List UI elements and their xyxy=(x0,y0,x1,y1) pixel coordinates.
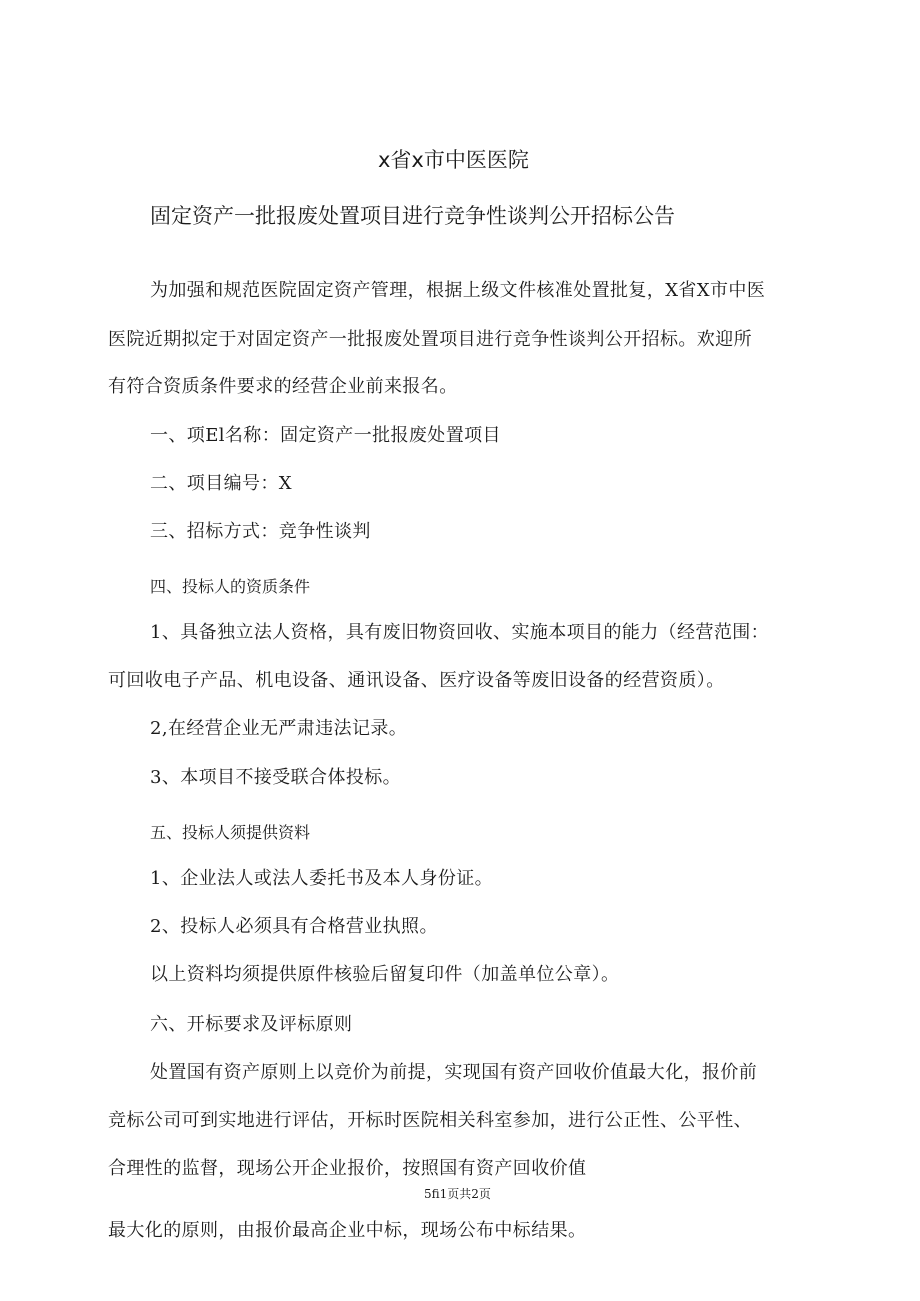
section6-para-line1: 处置国有资产原则上以竞价为前提，实现国有资产回收价值最大化，报价前 xyxy=(150,1062,758,1083)
section6-last-line: 最大化的原则，由报价最高企业中标，现场公布中标结果。 xyxy=(108,1220,587,1241)
intro-line-1: 为加强和规范医院固定资产管理，根据上级文件核准处置批复，X省X市中医 xyxy=(150,280,766,301)
intro-line-2: 医院近期拟定于对固定资产一批报废处置项目进行竞争性谈判公开招标。欢迎所 xyxy=(108,329,752,350)
page-footer: 5fi1页共2页 xyxy=(424,1187,491,1201)
section5-heading: 五、投标人须提供资料 xyxy=(150,823,311,842)
section5-mat1: 1、企业法人或法人委托书及本人身份证。 xyxy=(150,868,494,889)
item-project-name: 一、项El名称：固定资产一批报废处置项目 xyxy=(150,425,501,446)
section4-heading: 四、投标人的资质条件 xyxy=(150,577,311,596)
section6-para-line3: 合理性的监督，现场公开企业报价，按照国有资产回收价值 xyxy=(108,1158,587,1179)
section4-req2: 2,在经营企业无严肃违法记录。 xyxy=(150,718,408,739)
item-bid-method: 三、招标方式：竞争性谈判 xyxy=(150,521,371,542)
section4-req1-line2: 可回收电子产品、机电设备、通讯设备、医疗设备等废旧设备的经营资质）。 xyxy=(108,670,725,691)
title-line-1: x省x市中医医院 xyxy=(378,148,529,172)
item-project-number: 二、项目编号：X xyxy=(150,473,293,494)
section4-req1-line1: 1、具备独立法人资格，具有废旧物资回收、实施本项目的能力（经营范围： xyxy=(150,622,770,643)
section5-note: 以上资料均须提供原件核验后留复印件（加盖单位公章）。 xyxy=(150,964,620,985)
intro-line-3: 有符合资质条件要求的经营企业前来报名。 xyxy=(108,376,458,397)
section4-req3: 3、本项目不接受联合体投标。 xyxy=(150,767,402,788)
section6-para-line2: 竞标公司可到实地进行评估，开标时医院相关科室参加，进行公正性、公平性、 xyxy=(108,1110,752,1131)
section6-heading: 六、开标要求及评标原则 xyxy=(150,1014,353,1035)
section5-mat2: 2、投标人必须具有合格营业执照。 xyxy=(150,916,438,937)
title-line-2: 固定资产一批报废处置项目进行竞争性谈判公开招标公告 xyxy=(150,204,675,228)
